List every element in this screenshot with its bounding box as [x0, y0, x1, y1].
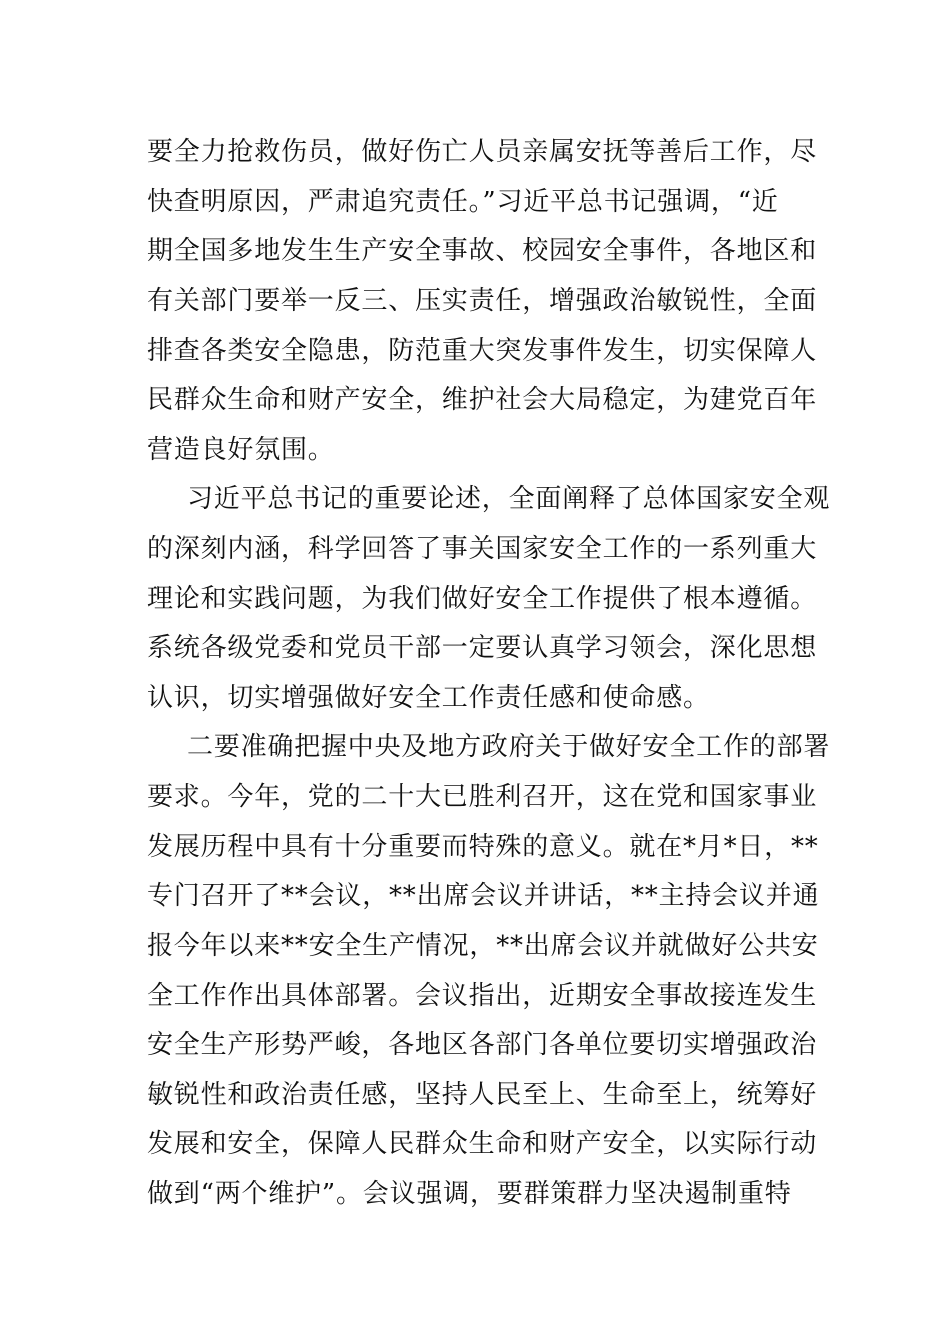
text-line: 发展历程中具有十分重要而特殊的意义。就在*月*日，** — [147, 832, 819, 862]
text-line: 敏锐性和政治责任感，坚持人民至上、生命至上，统筹好 — [147, 1080, 818, 1110]
text-line: 专门召开了**会议，**出席会议并讲话，**主持会议并通 — [147, 881, 820, 911]
text-line: 快查明原因，严肃追究责任。”习近平总书记强调，“近 — [147, 187, 779, 217]
text-line: 发展和安全，保障人民群众生命和财产安全，以实际行动 — [147, 1129, 818, 1159]
text-line: 有关部门要举一反三、压实责任，增强政治敏锐性，全面 — [147, 286, 818, 316]
text-line: 理论和实践问题，为我们做好安全工作提供了根本遵循。 — [147, 584, 818, 614]
text-line: 安全生产形势严峻，各地区各部门各单位要切实增强政治 — [147, 1030, 818, 1060]
paragraph-first-line: 习近平总书记的重要论述，全面阐释了总体国家安全观 — [187, 484, 831, 514]
text-line: 认识，切实增强做好安全工作责任感和使命感。 — [147, 683, 710, 713]
text-line: 民群众生命和财产安全，维护社会大局稳定，为建党百年 — [147, 385, 818, 415]
text-line: 系统各级党委和党员干部一定要认真学习领会，深化思想 — [147, 633, 818, 663]
text-line: 要全力抢救伤员，做好伤亡人员亲属安抚等善后工作，尽 — [147, 137, 818, 167]
text-line: 的深刻内涵，科学回答了事关国家安全工作的一系列重大 — [147, 534, 818, 564]
text-line: 排查各类安全隐患，防范重大突发事件发生，切实保障人 — [147, 336, 818, 366]
paragraph-first-line: 二要准确把握中央及地方政府关于做好安全工作的部署 — [187, 732, 831, 762]
text-line: 要求。今年，党的二十大已胜利召开，这在党和国家事业 — [147, 782, 818, 812]
text-line: 报今年以来**安全生产情况，**出席会议并就做好公共安 — [147, 931, 819, 961]
text-line: 做到“两个维护”。会议强调，要群策群力坚决遏制重特 — [147, 1179, 792, 1209]
text-line: 全工作作出具体部署。会议指出，近期安全事故接连发生 — [147, 981, 818, 1011]
text-line: 营造良好氛围。 — [147, 435, 335, 465]
text-line: 期全国多地发生生产安全事故、校园安全事件，各地区和 — [147, 236, 818, 266]
